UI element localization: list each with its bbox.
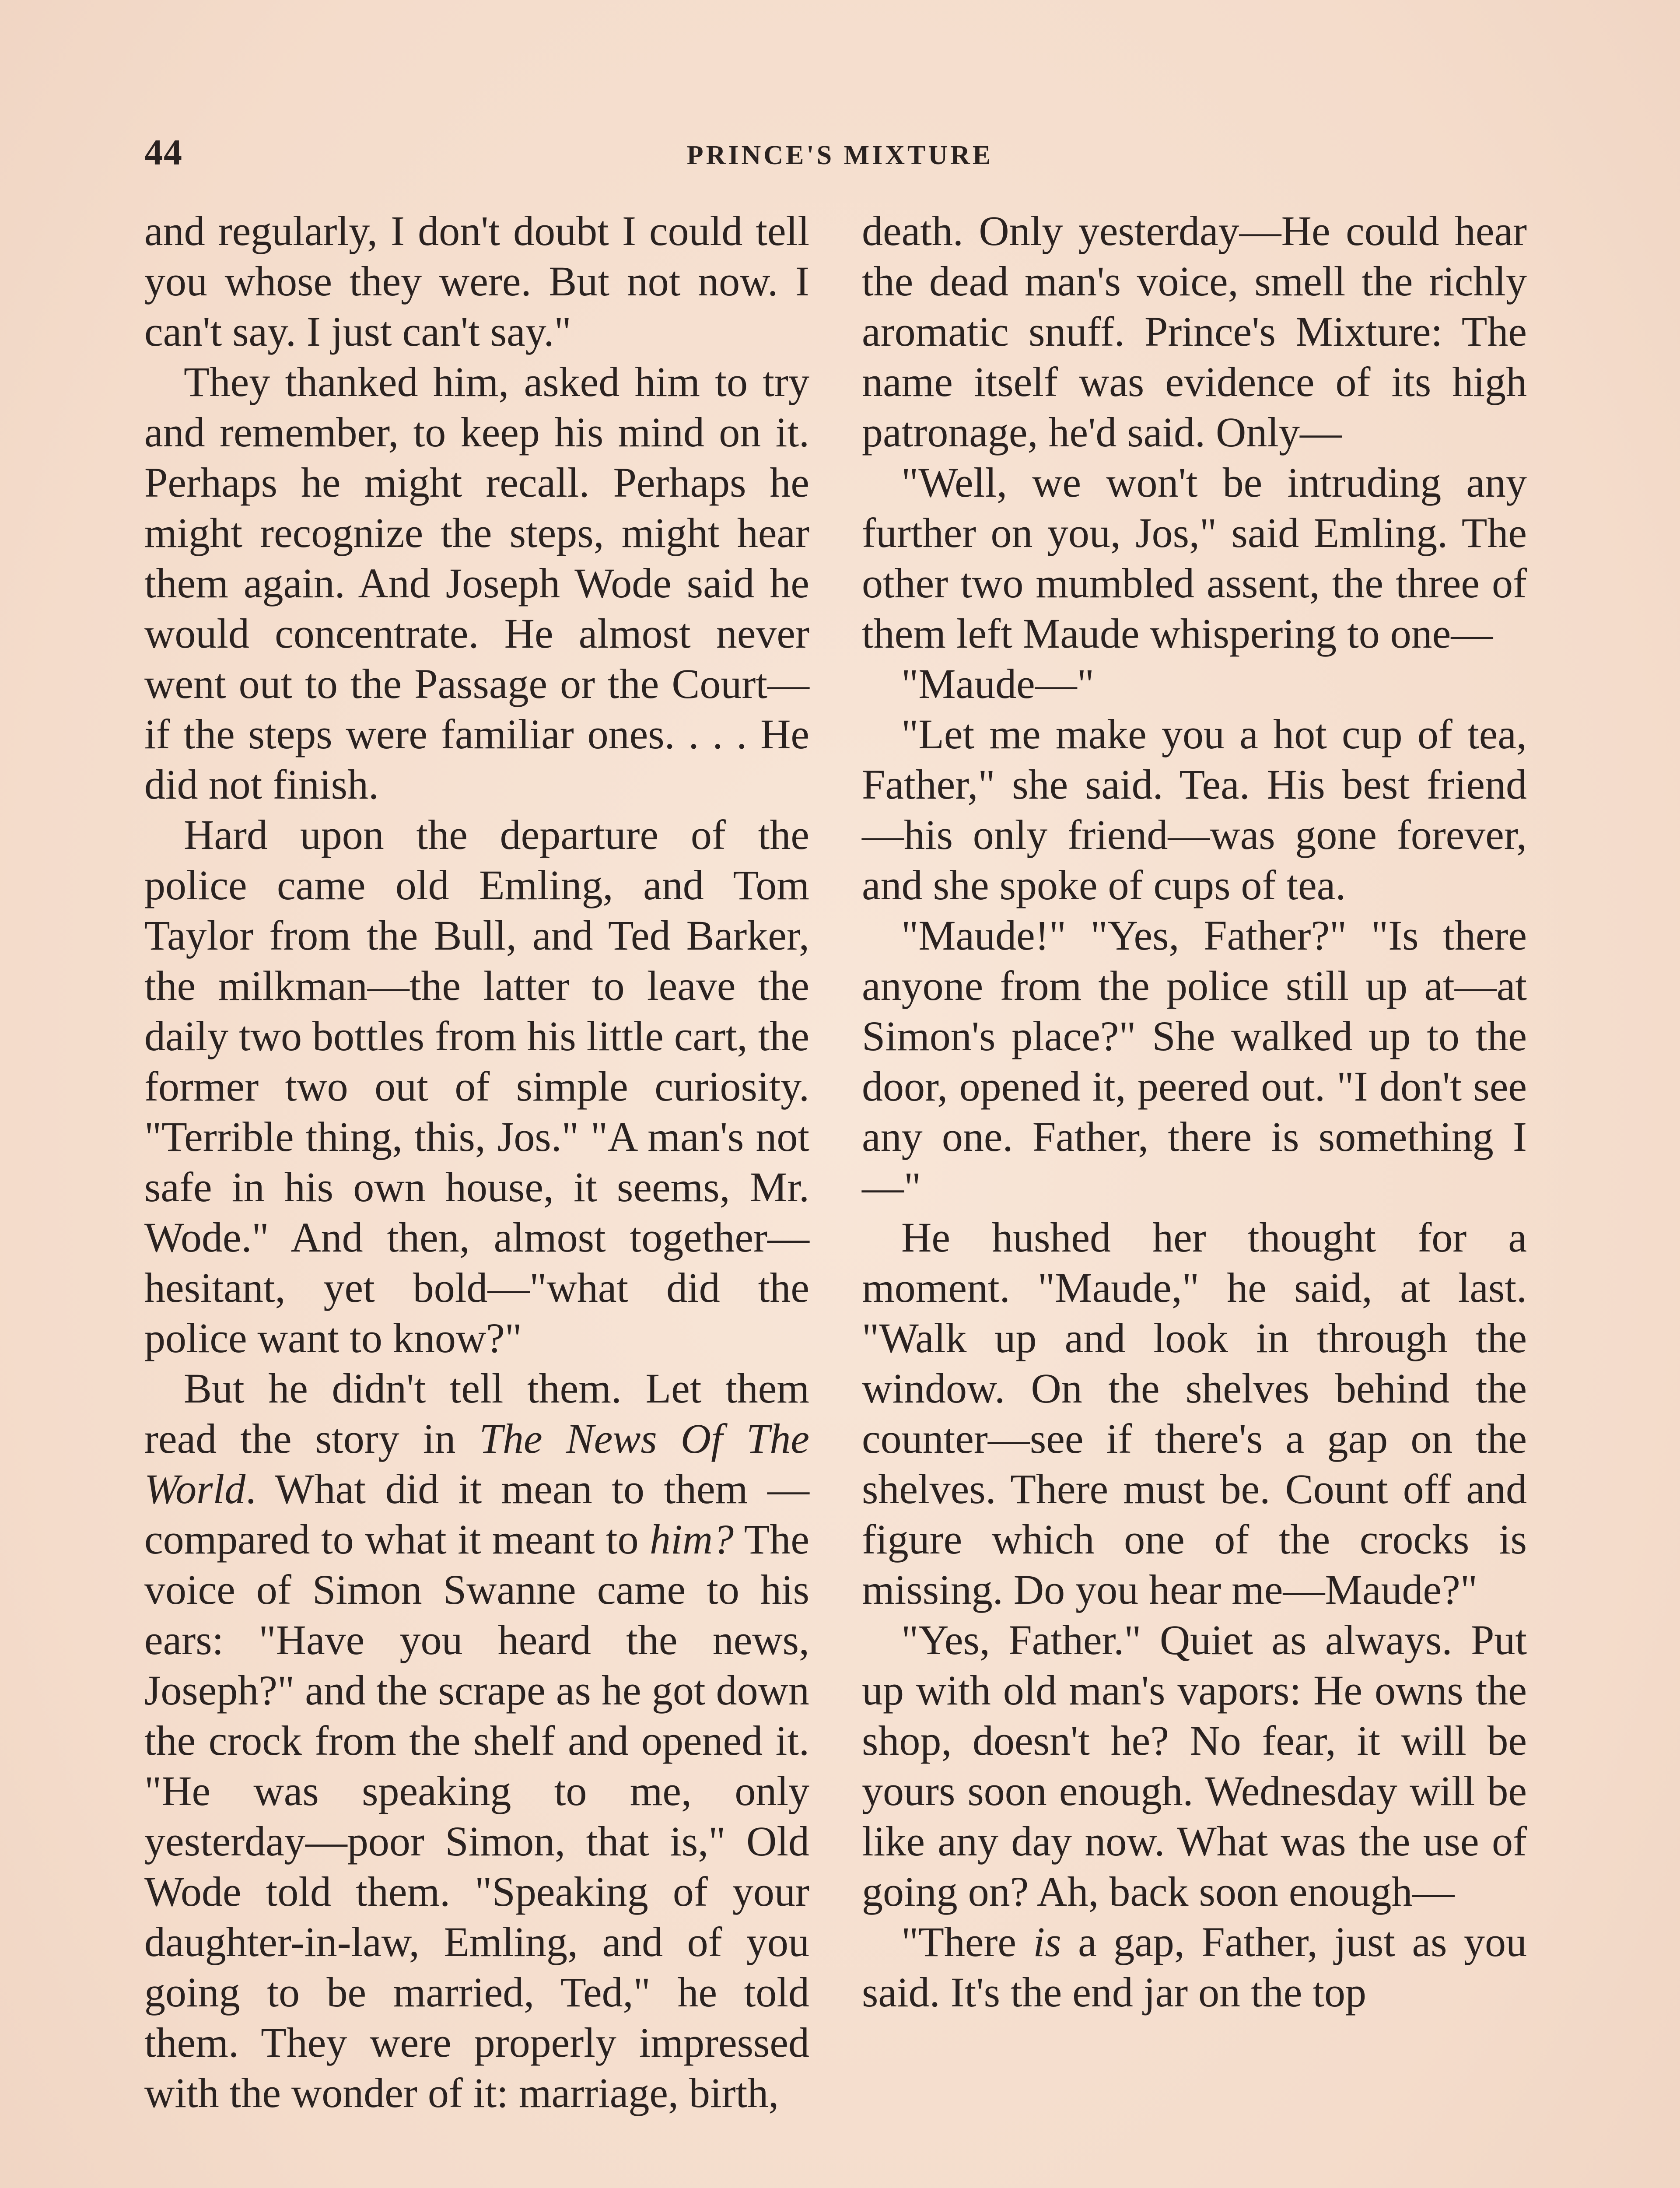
paragraph <box>862 206 1527 457</box>
text-span: "Yes, Father." Quiet as always. Put up with old man's vapors: He owns the shop, doesn't he? No fear, it will be yours soon enough. Wednesday will be like any day now. What was the use of going on? Ah, back soon enough— <box>862 1616 1527 1915</box>
text-span: But he didn't tell them. Let them read the story in <box>144 1365 809 1462</box>
italic-text: him? <box>650 1516 734 1563</box>
paragraph <box>862 1615 1527 1917</box>
paragraph <box>862 1212 1527 1615</box>
paragraph <box>144 810 809 1363</box>
text-span: "Maude—" <box>901 660 1094 707</box>
text-span: "Well, we won't be intruding any further on you, Jos," said Emling. The other two mumbled assent, the three of them left Maude whispering to one— <box>862 459 1527 657</box>
text-span: Hard upon the departure of the police came old Emling, and Tom Taylor from the Bull, and Ted Barker, the milkman—the latter to leave the daily two bottles from his little cart, the former two out of simple curiosity. "Terrible thing, this, Jos." "A man's not safe in his own house, it seems, Mr. Wode." And then, almost together—hesitant, yet bold—"what did the police want to know?" <box>144 811 809 1361</box>
text-span: He hushed her thought for a moment. "Maude," he said, at last. "Walk up and look in through the window. On the shelves behind the counter—see if there's a gap on the shelves. There must be. Count off and figure which one of the crocks is missing. Do you hear me—Maude?" <box>862 1214 1527 1613</box>
text-span: "Maude!" "Yes, Father?" "Is there anyone from the police still up at—at Simon's place?" She walked up to the door, opened it, peered out. "I don't see any one. Father, there is something I—" <box>862 912 1527 1210</box>
paragraph <box>144 206 809 357</box>
paragraph <box>144 1363 809 2118</box>
text-span: They thanked him, asked him to try and remember, to keep his mind on it. Perhaps he might recall. Perhaps he might recognize the steps, might hear them again. And Joseph Wode said he would concentrate. He almost never went out to the Passage or the Court—if the steps were familiar ones. . . . He did not finish. <box>144 358 809 808</box>
paragraph <box>862 659 1527 709</box>
text-span: and regularly, I don't doubt I could tell you whose they were. But not now. I can't say. I just can't say." <box>144 207 809 355</box>
text-span: a gap, Father, just as you said. It's the end jar on the top <box>862 1918 1527 2016</box>
paragraph <box>862 1917 1527 2017</box>
left-text-column <box>144 206 809 2118</box>
text-span: "There <box>901 1918 1033 1965</box>
page-number: 44 <box>144 132 183 173</box>
page-header <box>144 131 1536 184</box>
text-span: The voice of Simon Swanne came to his ears: "Have you heard the news, Joseph?" and the scrape as he got down the crock from the shelf and opened it. "He was speaking to me, only yesterday—poor Simon, that is," Old Wode told them. "Speaking of your daughter-in-law, Emling, and of you going to be married, Ted," he told them. They were properly impressed with the wonder of it: marriage, birth, <box>144 1516 810 2116</box>
paragraph <box>862 709 1527 910</box>
italic-text: is <box>1033 1918 1061 1965</box>
text-span: death. Only yesterday—He could hear the dead man's voice, smell the richly aromatic snuff. Prince's Mixture: The name itself was evidence of its high patronage, he'd said. Only— <box>862 207 1527 456</box>
running-head: PRINCE'S MIXTURE <box>686 140 994 170</box>
paragraph <box>862 457 1527 659</box>
text-span: "Let me make you a hot cup of tea, Father," she said. Tea. His best friend—his only friend—was gone forever, and she spoke of cups of tea. <box>862 711 1527 908</box>
text-span: . What did it mean to them —compared to what it meant to <box>144 1466 809 1563</box>
paragraph <box>862 910 1527 1212</box>
italic-text: The News Of The World <box>144 1415 810 1512</box>
paragraph <box>144 357 809 810</box>
right-text-column <box>862 206 1527 2017</box>
